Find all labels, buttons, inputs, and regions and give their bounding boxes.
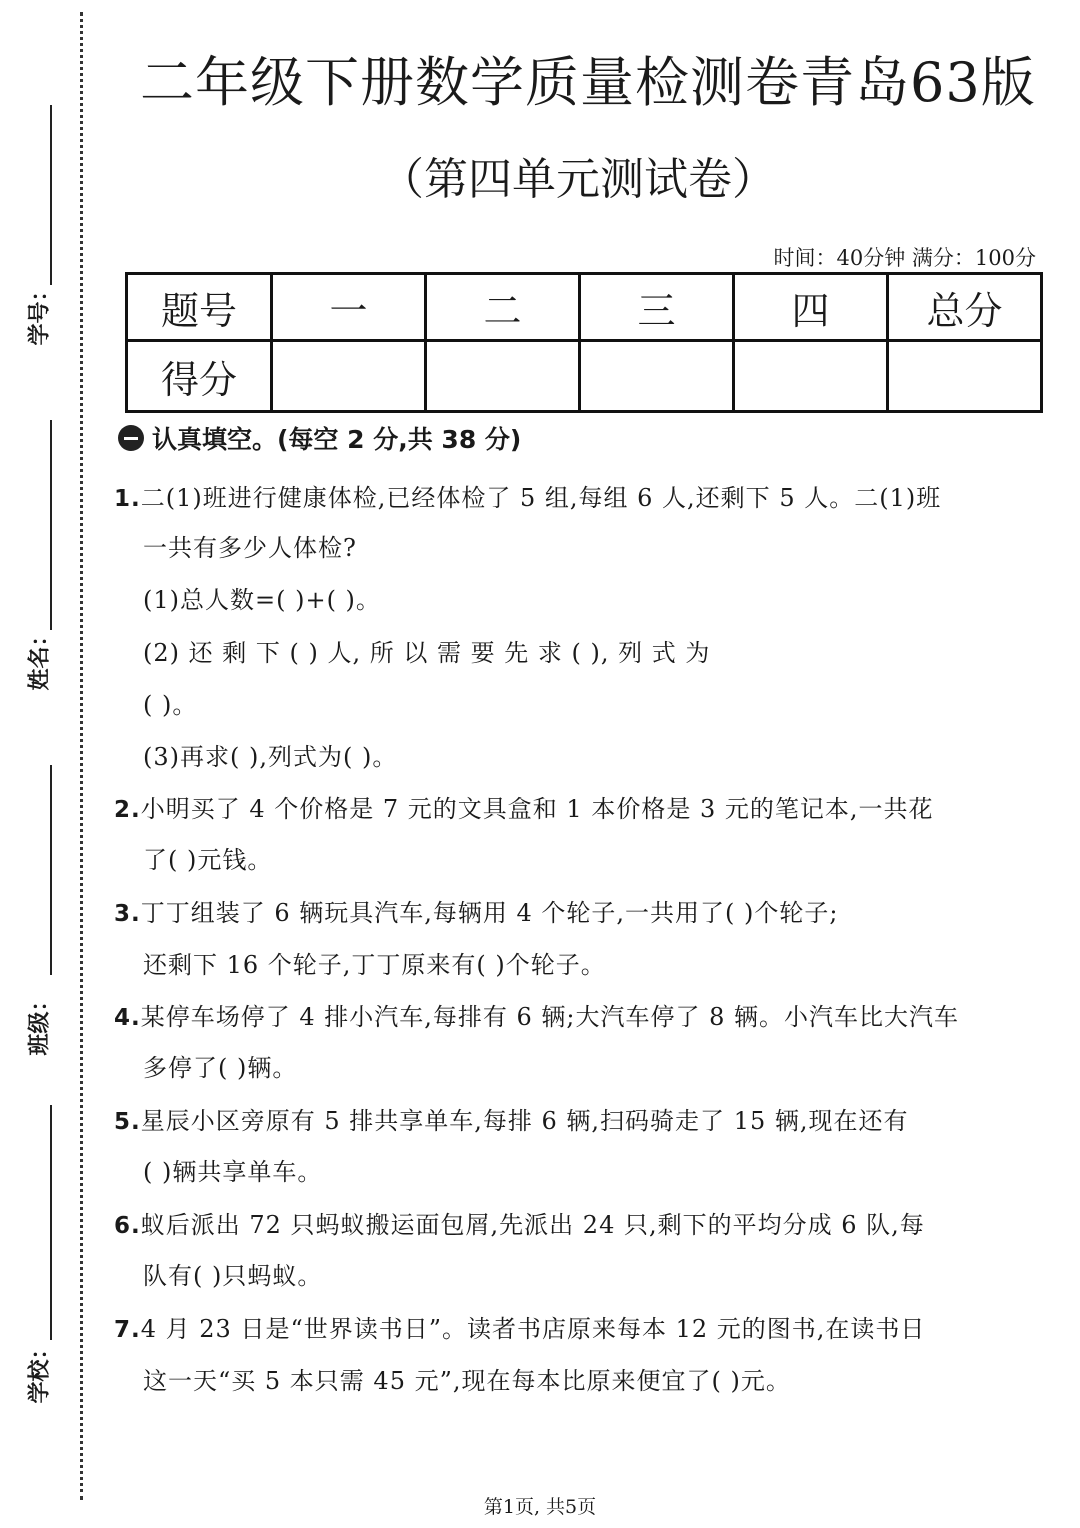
student-id-line	[50, 105, 52, 285]
question-text: 某停车场停了 4 排小汽车,每排有 6 辆;大汽车停了 8 辆。小汽车比大汽车	[140, 1003, 960, 1031]
question-number: 5.	[114, 1109, 141, 1135]
question-number: 7.	[114, 1317, 141, 1343]
question-number: 6.	[114, 1213, 141, 1239]
question-number: 1.	[114, 486, 141, 512]
school-label: 学校：	[27, 1337, 53, 1404]
class-line	[50, 765, 52, 975]
school-line	[50, 1105, 52, 1340]
question-5	[114, 1101, 909, 1136]
score-header-cell: 题号	[127, 274, 272, 341]
question-7	[114, 1309, 925, 1344]
score-table-score-row	[127, 341, 1042, 412]
question-1	[114, 478, 941, 513]
student-id-label: 学号：	[27, 279, 53, 346]
question-2	[114, 789, 934, 824]
question-1-sub-3: (3)再求( ),列式为( )。	[143, 743, 398, 771]
question-text: 小明买了 4 个价格是 7 元的文具盒和 1 本价格是 3 元的笔记本,一共花	[140, 795, 934, 823]
class-label: 班级：	[27, 989, 53, 1056]
question-2-line-2: 了( )元钱。	[143, 846, 273, 874]
section-heading	[118, 420, 521, 456]
question-text: 丁丁组装了 6 辆玩具汽车,每辆用 4 个轮子,一共用了( )个轮子;	[140, 899, 839, 927]
question-text: 星辰小区旁原有 5 排共享单车,每排 6 辆,扫码骑走了 15 辆,现在还有	[140, 1107, 909, 1135]
question-3-line-2: 还剩下 16 个轮子,丁丁原来有( )个轮子。	[143, 951, 606, 979]
question-3	[114, 893, 839, 928]
question-text: 蚁后派出 72 只蚂蚁搬运面包屑,先派出 24 只,剩下的平均分成 6 队,每	[140, 1211, 925, 1239]
name-line	[50, 420, 52, 630]
score-table-header-row	[127, 274, 1042, 341]
question-number: 2.	[114, 797, 141, 823]
section-one-icon	[118, 425, 144, 451]
question-1-sub-1: (1)总人数=( )+( )。	[143, 586, 381, 614]
question-1-sub-2-cont: ( )。	[143, 691, 198, 719]
score-header-cell: 总分	[888, 274, 1042, 341]
question-6-line-2: 队有( )只蚂蚁。	[143, 1262, 323, 1290]
cut-line	[80, 12, 83, 1500]
score-input-cell[interactable]	[888, 341, 1042, 412]
question-4-line-2: 多停了( )辆。	[143, 1054, 298, 1082]
question-text: 4 月 23 日是“世界读书日”。读者书店原来每本 12 元的图书,在读书日	[140, 1315, 926, 1343]
page-title: 二年级下册数学质量检测卷青岛63版	[140, 51, 1036, 114]
score-header-cell: 四	[734, 274, 888, 341]
page-number: 第1页, 共5页	[483, 1496, 597, 1518]
exam-meta: 时间：40分钟 满分：100分	[773, 246, 1036, 270]
question-1-sub-2: (2) 还 剩 下 ( ) 人, 所 以 需 要 先 求 ( ), 列 式 为	[143, 639, 711, 667]
question-number: 4.	[114, 1005, 141, 1031]
page-subtitle: （第四单元测试卷）	[380, 154, 776, 205]
score-header-cell: 三	[580, 274, 734, 341]
score-table	[125, 272, 1043, 413]
score-input-cell[interactable]	[426, 341, 580, 412]
score-input-cell[interactable]	[272, 341, 426, 412]
name-label: 姓名：	[27, 624, 53, 691]
score-input-cell[interactable]	[580, 341, 734, 412]
score-row-label: 得分	[127, 341, 272, 412]
question-number: 3.	[114, 901, 141, 927]
question-5-line-2: ( )辆共享单车。	[143, 1158, 323, 1186]
score-header-cell: 二	[426, 274, 580, 341]
score-header-cell: 一	[272, 274, 426, 341]
section-heading-text: 认真填空。(每空 2 分,共 38 分)	[152, 425, 522, 454]
question-7-line-2: 这一天“买 5 本只需 45 元”,现在每本比原来便宜了( )元。	[143, 1367, 791, 1395]
question-text: 二(1)班进行健康体检,已经体检了 5 组,每组 6 人,还剩下 5 人。二(1)班	[140, 484, 942, 512]
question-6	[114, 1205, 925, 1240]
question-4	[114, 997, 959, 1032]
question-1-line-2: 一共有多少人体检?	[143, 534, 357, 562]
score-input-cell[interactable]	[734, 341, 888, 412]
